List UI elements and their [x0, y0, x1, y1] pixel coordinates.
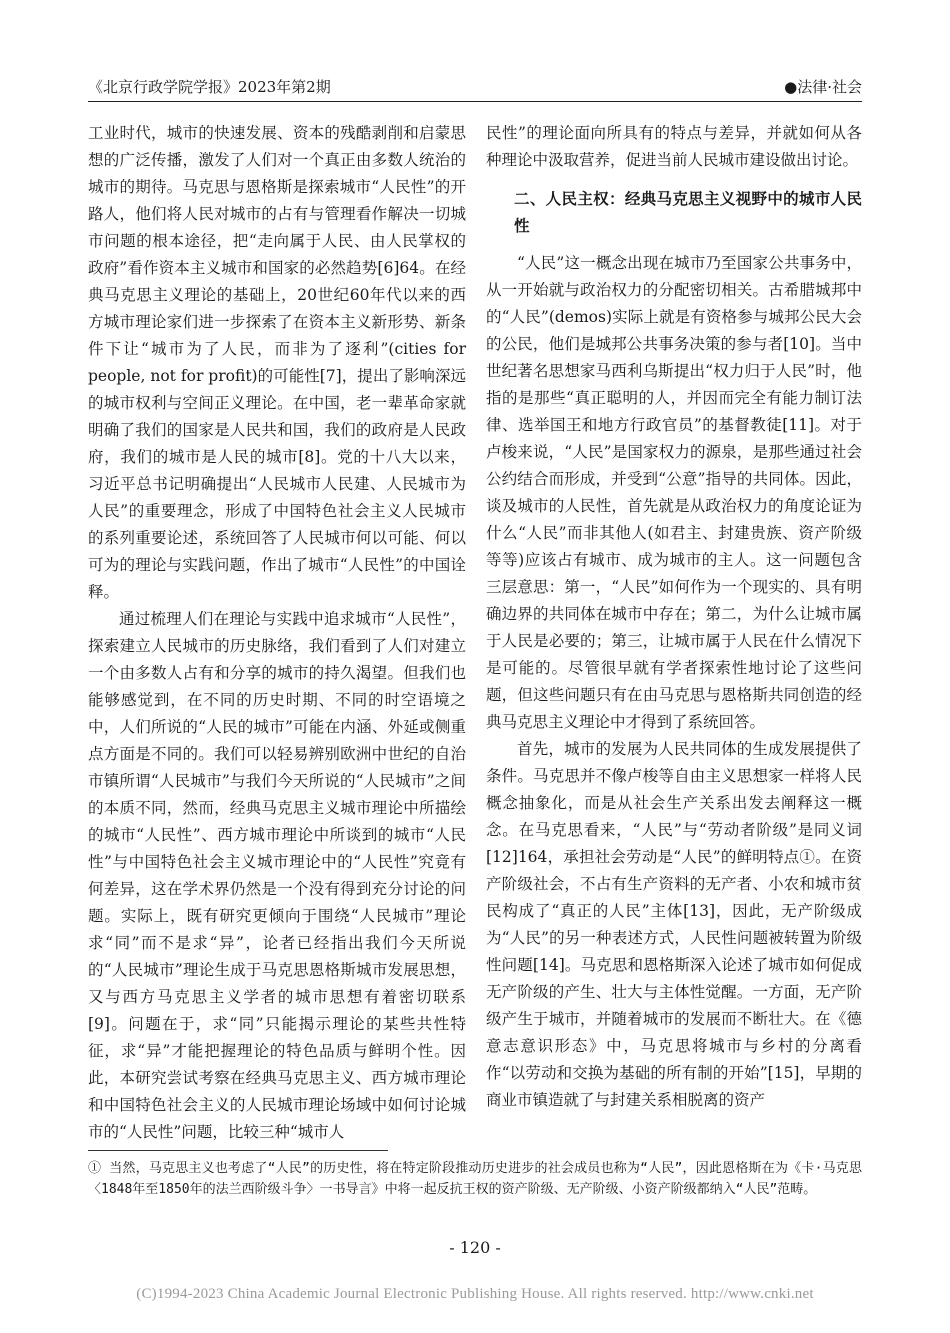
footnote-divider: [88, 1150, 388, 1151]
footnote: ① 当然，马克思主义也考虑了“人民”的历史性，将在特定阶段推动历史进步的社会成员也称为“人民”，因此恩格斯在为《卡·马克思〈1848年至1850年的法兰西阶级斗争〉一书导言》中将一起反抗王权的资产阶级、无产阶级、小资产阶级都纳入“人民”范畴。: [88, 1161, 862, 1197]
header-divider: [88, 101, 862, 102]
section-label: ●法律·社会: [784, 78, 862, 96]
paragraph: 首先，城市的发展为人民共同体的生成发展提供了条件。马克思并不像卢梭等自由主义思想家一样将人民概念抽象化，而是从社会生产关系出发去阐释这一概念。在马克思看来，“人民”与“劳动者阶级”是同义词[12]164，承担社会劳动是“人民”的鲜明特点①。在资产阶级社会，不占有生产资料的无产者、小农和城市贫民构成了“真正的人民”主体[13]，因此，无产阶级成为“人民”的另一种表述方式，人民性问题被转置为阶级性问题[14]。马克思和恩格斯深入论述了城市如何促成无产阶级的产生、壮大与主体性觉醒。一方面，无产阶级产生于城市，并随着城市的发展而不断壮大。在《德意志意识形态》中，马克思将城市与乡村的分离看作“以劳动和交换为基础的所有制的开始”[15]，早期的商业市镇造就了与封建关系相脱离的资产: [486, 740, 862, 1109]
running-header: [88, 72, 862, 98]
copyright-watermark: (C)1994-2023 China Academic Journal Electronic Publishing House. All rights reserved. http://www.cnki.net: [136, 1286, 814, 1302]
right-column: [486, 120, 862, 1114]
page-number: - 120 -: [449, 1238, 501, 1257]
journal-title: 《北京行政学院学报》2023年第2期: [88, 78, 331, 96]
section-heading: 二、人民主权：经典马克思主义视野中的城市人民性: [514, 190, 862, 235]
paragraph: “人民”这一概念出现在城市乃至国家公共事务中，从一开始就与政治权力的分配密切相关。古希腊城邦中的“人民”(demos)实际上就是有资格参与城邦公民大会的公民，他们是城邦公共事务决策的参与者[10]。当中世纪著名思想家马西利乌斯提出“权力归于人民”时，他指的是那些“真正聪明的人，并因而完全有能力制订法律、选举国王和地方行政官员”的基督教徒[11]。对于卢梭来说，“人民”是国家权力的源泉，是那些通过社会公约结合而形成，并受到“公意”指导的共同体。因此，谈及城市的人民性，首先就是从政治权力的角度论证为什么“人民”而非其他人(如君主、封建贵族、资产阶级等等)应该占有城市、成为城市的主人。这一问题包含三层意思：第一，“人民”如何作为一个现实的、具有明确边界的共同体在城市中存在；第二，为什么让城市属于人民是必要的；第三，让城市属于人民在什么情况下是可能的。尽管很早就有学者探索性地讨论了这些问题，但这些问题只有在由马克思与恩格斯共同创造的经典马克思主义理论中才得到了系统回答。: [486, 254, 862, 731]
paragraph: 工业时代，城市的快速发展、资本的残酷剥削和启蒙思想的广泛传播，激发了人们对一个真正由多数人统治的城市的期待。马克思与恩格斯是探索城市“人民性”的开路人，他们将人民对城市的占有与管理看作解决一切城市问题的根本途径，把“走向属于人民、由人民掌权的政府”看作资本主义城市和国家的必然趋势[6]64。在经典马克思主义理论的基础上，20世纪60年代以来的西方城市理论家们进一步探索了在资本主义新形势、新条件下让“城市为了人民，而非为了逐利”(cities for people, not for profit)的可能性[7]，提出了影响深远的城市权利与空间正义理论。在中国，老一辈革命家就明确了我们的国家是人民共和国，我们的政府是人民政府，我们的城市是人民的城市[8]。党的十八大以来，习近平总书记明确提出“人民城市人民建、人民城市为人民”的重要理念，形成了中国特色社会主义人民城市的系列重要论述，系统回答了人民城市何以可能、何以可为的理论与实践问题，作出了城市“人民性”的中国诠释。: [88, 124, 466, 601]
paragraph-continuation: 民性”的理论面向所具有的特点与差异，并就如何从各种理论中汲取营养，促进当前人民城市建设做出讨论。: [486, 124, 862, 169]
paragraph: 通过梳理人们在理论与实践中追求城市“人民性”，探索建立人民城市的历史脉络，我们看到了人们对建立一个由多数人占有和分享的城市的持久渴望。但我们也能够感觉到，在不同的历史时期、不同的时空语境之中，人们所说的“人民的城市”可能在内涵、外延或侧重点方面是不同的。我们可以轻易辨别欧洲中世纪的自治市镇所谓“人民城市”与我们今天所说的“人民城市”之间的本质不同，然而，经典马克思主义城市理论中所描绘的城市“人民性”、西方城市理论中所谈到的城市“人民性”与中国特色社会主义城市理论中的“人民性”究竟有何差异，这在学术界仍然是一个没有得到充分讨论的问题。实际上，既有研究更倾向于围绕“人民城市”理论求“同”而不是求“异”，论者已经指出我们今天所说的“人民城市”理论生成于马克思恩格斯城市发展思想，又与西方马克思主义学者的城市思想有着密切联系[9]。问题在于，求“同”只能揭示理论的某些共性特征，求“异”才能把握理论的特色品质与鲜明个性。因此，本研究尝试考察在经典马克思主义、西方城市理论和中国特色社会主义的人民城市理论场域中如何讨论城市的“人民性”问题，比较三种“城市人: [88, 610, 466, 1141]
left-column: [88, 120, 466, 1146]
